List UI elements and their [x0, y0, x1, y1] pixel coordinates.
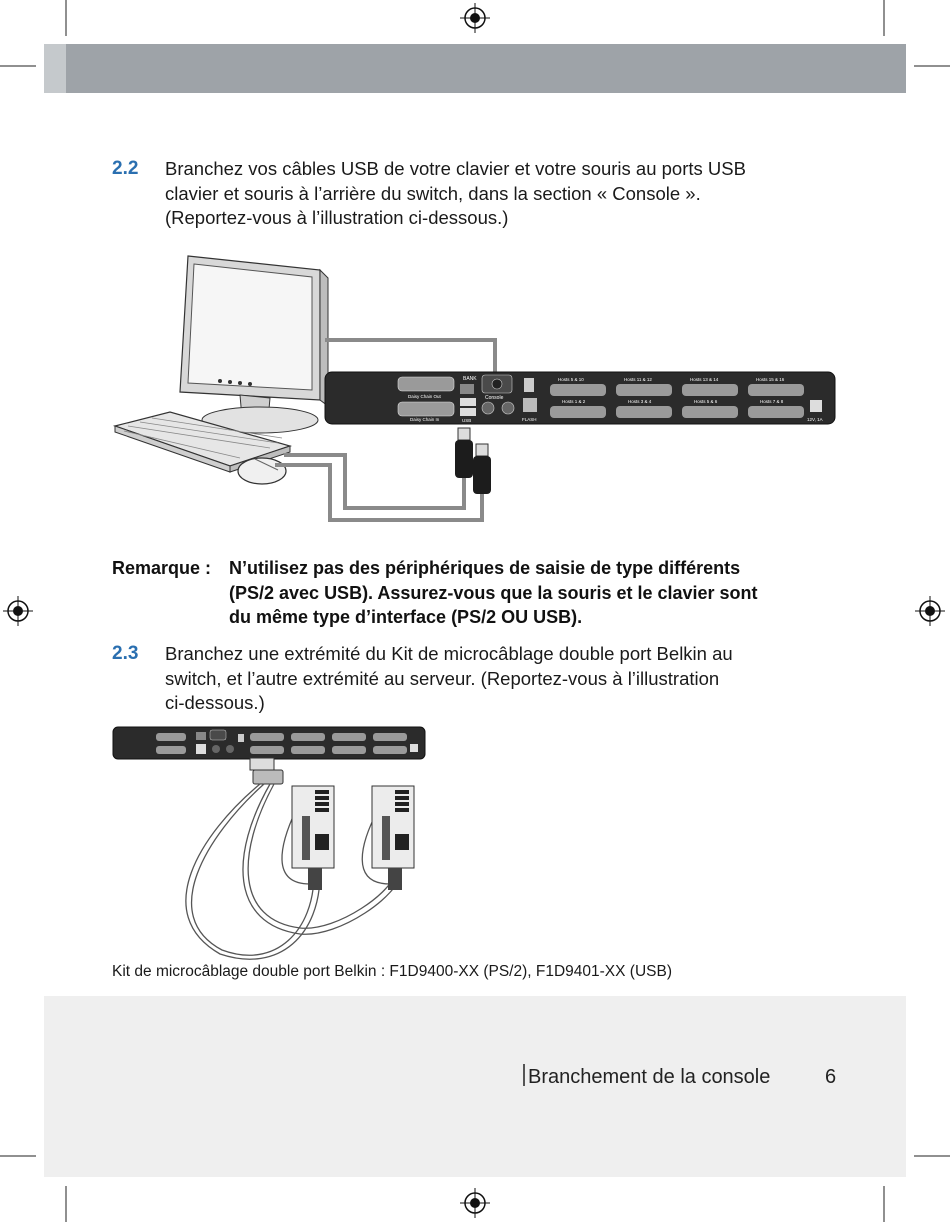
step-text [165, 157, 865, 231]
step-line: switch, et l’autre extrémité au serveur. (Reportez-vous à l’illustration [165, 667, 720, 689]
host-label: Hosts 5 & 6 [694, 399, 718, 404]
header-band [44, 44, 906, 93]
kvm-switch-panel-small [113, 727, 425, 759]
label-flash: FLASH [522, 417, 537, 422]
label-usb: USB [462, 418, 472, 423]
registration-mark-top [460, 3, 490, 33]
step-line: Branchez une extrémité du Kit de microcâblage double port Belkin au [165, 643, 733, 664]
step-line: clavier et souris à l’arrière du switch, dans la section « Console ». [165, 182, 701, 204]
registration-mark-right [915, 596, 945, 626]
note-line: N’utilisez pas des périphériques de saisie de type différents [229, 558, 741, 578]
note-text [229, 556, 849, 630]
host-label: Hosts 7 & 8 [760, 399, 784, 404]
label-power: 12V, 1A [807, 417, 823, 422]
registration-mark-left [3, 596, 33, 626]
step-number: 2.3 [112, 643, 139, 664]
host-label: Hosts 5 & 10 [558, 377, 584, 382]
monitor-icon [180, 256, 328, 433]
note-line: (PS/2 avec USB). Assurez-vous que la souris et le clavier sont [229, 582, 758, 603]
label-daisy-out: Daisy Chain Out [408, 394, 441, 399]
page-number: 6 [825, 1066, 837, 1088]
cable-connector-icon [250, 758, 283, 784]
label-console: Console [485, 395, 504, 401]
step-text [165, 642, 865, 716]
note-line: du même type d’interface (PS/2 OU USB). [229, 607, 583, 627]
footer-band [44, 996, 906, 1177]
step-number: 2.2 [112, 158, 139, 179]
label-bank: BANK [463, 376, 477, 382]
server-icon [372, 786, 414, 890]
figure-server-connection [110, 724, 430, 960]
note-label: Remarque : [112, 558, 212, 578]
registration-mark-bottom [460, 1188, 490, 1218]
usb-plug-icon [455, 428, 491, 494]
host-label: Hosts 1 & 2 [562, 399, 586, 404]
host-label: Hosts 3 & 4 [628, 399, 652, 404]
host-label: Hosts 13 & 14 [690, 377, 719, 382]
step-line: Branchez vos câbles USB de votre clavier et votre souris au ports USB [165, 158, 746, 179]
label-daisy-in: Daisy Chain In [410, 417, 440, 422]
step-line: ci-dessous.) [165, 692, 265, 713]
server-icon [292, 786, 334, 890]
mouse-icon [238, 458, 286, 484]
figure-caption: Kit de microcâblage double port Belkin : F1D9400-XX (PS/2), F1D9401-XX (USB) [112, 963, 672, 980]
step-line: (Reportez-vous à l’illustration ci-dessous.) [165, 207, 509, 228]
figure-console-connection [110, 250, 840, 525]
footer-section-title: Branchement de la console [528, 1066, 771, 1088]
header-tab [44, 44, 66, 93]
host-label: Hosts 15 & 16 [756, 377, 785, 382]
footer-divider [523, 1064, 525, 1086]
kvm-switch-panel [325, 372, 835, 424]
host-label: Hosts 11 & 12 [624, 377, 652, 382]
